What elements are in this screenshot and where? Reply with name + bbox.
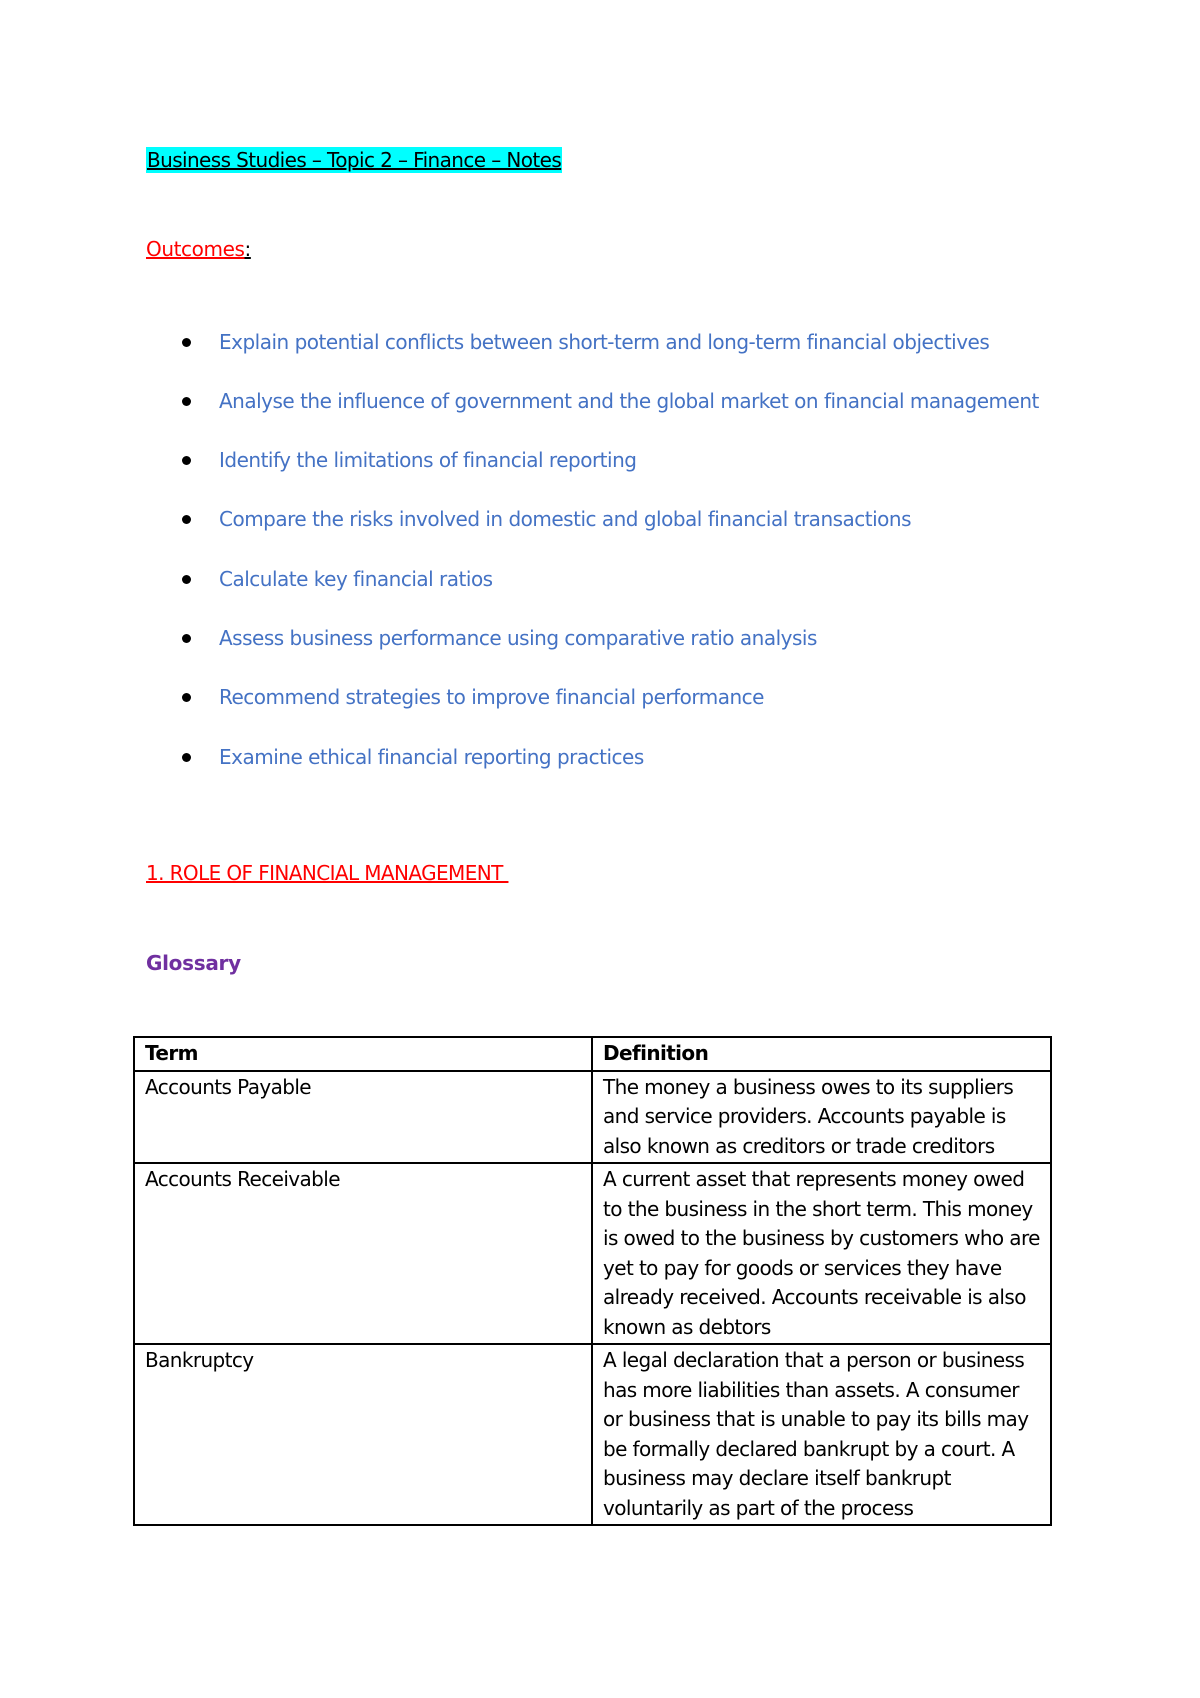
table-header-row [134, 1037, 1051, 1071]
outcome-item [182, 445, 1082, 475]
bullet-icon [182, 575, 191, 584]
outcome-item [182, 623, 1082, 653]
table-row [134, 1344, 1051, 1525]
bullet-icon [182, 693, 191, 702]
outcome-item [182, 742, 1082, 772]
outcome-item [182, 327, 1082, 357]
outcome-text: Analyse the influence of government and the global market on financial management [219, 389, 1039, 413]
definition-cell: A current asset that represents money owed to the business in the short term. This money is owed to the business by customers who are yet to pay for goods or services they have already received. Accounts receivable is also known as debtors [592, 1163, 1051, 1344]
term-cell: Bankruptcy [134, 1344, 592, 1525]
document-title: Business Studies – Topic 2 – Finance – Notes [147, 148, 562, 172]
table-row [134, 1163, 1051, 1344]
outcome-text: Recommend strategies to improve financial performance [219, 685, 764, 709]
bullet-icon [182, 397, 191, 406]
outcomes-label: Outcomes [146, 237, 245, 261]
outcome-text: Compare the risks involved in domestic and global financial transactions [219, 507, 912, 531]
outcome-item [182, 564, 1082, 594]
outcome-text: Assess business performance using comparative ratio analysis [219, 626, 817, 650]
outcome-text: Examine ethical financial reporting practices [219, 745, 644, 769]
outcome-item [182, 504, 1082, 534]
table-row [134, 1071, 1051, 1164]
outcome-item [182, 386, 1082, 416]
glossary-heading: Glossary [146, 951, 241, 975]
bullet-icon [182, 515, 191, 524]
outcome-text: Explain potential conflicts between short-term and long-term financial objectives [219, 330, 990, 354]
section-heading: 1. ROLE OF FINANCIAL MANAGEMENT [146, 861, 509, 885]
outcome-item [182, 682, 1082, 712]
bullet-icon [182, 753, 191, 762]
header-definition: Definition [592, 1037, 1051, 1071]
bullet-icon [182, 456, 191, 465]
outcomes-heading [146, 236, 251, 262]
definition-cell: The money a business owes to its suppliers and service providers. Accounts payable is also known as creditors or trade creditors [592, 1071, 1051, 1164]
outcome-text: Calculate key financial ratios [219, 567, 493, 591]
term-cell: Accounts Receivable [134, 1163, 592, 1344]
outcomes-colon: : [244, 237, 251, 261]
outcome-text: Identify the limitations of financial reporting [219, 448, 637, 472]
bullet-icon [182, 338, 191, 347]
term-cell: Accounts Payable [134, 1071, 592, 1164]
header-term: Term [134, 1037, 592, 1071]
bullet-icon [182, 634, 191, 643]
definition-cell: A legal declaration that a person or business has more liabilities than assets. A consumer or business that is unable to pay its bills may be formally declared bankrupt by a court. A business may declare itself bankrupt voluntarily as part of the process [592, 1344, 1051, 1525]
glossary-table [133, 1036, 1052, 1526]
